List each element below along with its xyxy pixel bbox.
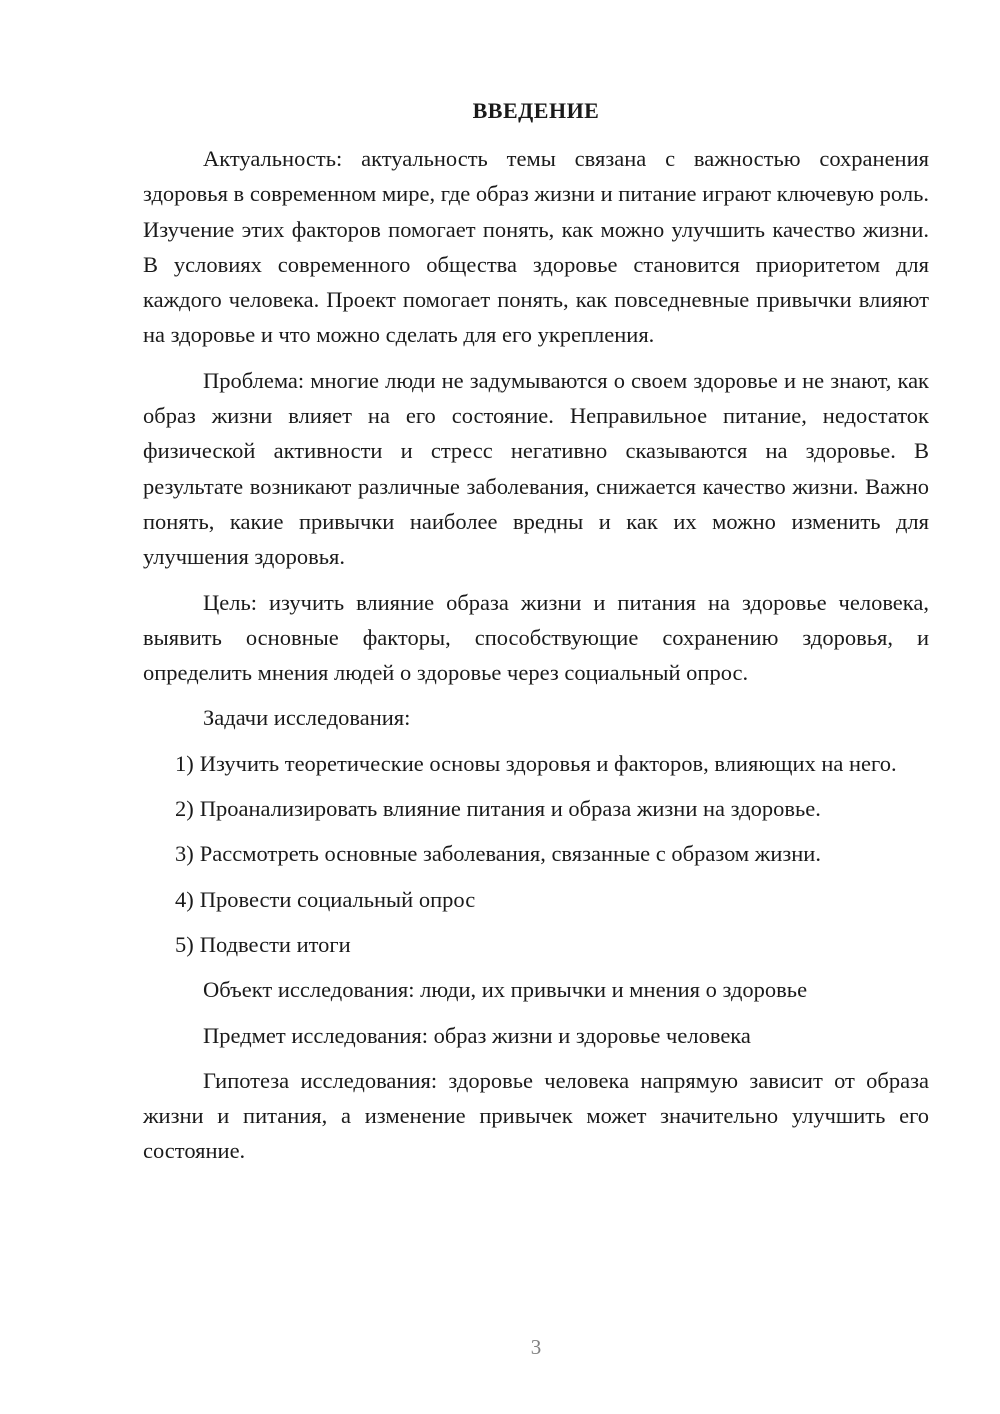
- list-item-number: 3): [175, 841, 194, 867]
- tasks-list: [143, 746, 929, 962]
- list-item-number: 2): [175, 796, 194, 822]
- goal-paragraph: Цель: изучить влияние образа жизни и питания на здоровье человека, выявить основные факторы, способствующие сохранению здоровья, и определить мнения людей о здоровье через социальный опрос.: [143, 589, 929, 686]
- document-body: [143, 141, 929, 1169]
- section-title: ВВЕДЕНИЕ: [472, 98, 600, 123]
- problem-paragraph: Проблема: многие люди не задумываются о своем здоровье и не знают, как образ жизни влияет на его состояние. Неправильное питание, недостаток физической активности и стресс негативно сказываются на здоровье. В результате возникают различные заболевания, снижается качество жизни. Важно понять, какие привычки наиболее вредны и как их можно изменить для улучшения здоровья.: [143, 367, 929, 570]
- list-item-number: 5): [175, 931, 194, 957]
- hypothesis-paragraph: Гипотеза исследования: здоровье человека напрямую зависит от образа жизни и питания, а изменение привычек может значительно улучшить его состояние.: [143, 1067, 929, 1164]
- list-item: [143, 927, 929, 962]
- subject-paragraph: Предмет исследования: образ жизни и здоровье человека: [203, 1022, 751, 1048]
- list-item: [143, 836, 929, 871]
- object-paragraph: Объект исследования: люди, их привычки и мнения о здоровье: [203, 977, 808, 1003]
- page-number: 3: [530, 1335, 542, 1359]
- list-item-text: Провести социальный опрос: [199, 886, 476, 912]
- list-item: [143, 746, 929, 781]
- list-item-text: Проанализировать влияние питания и образа жизни на здоровье.: [199, 796, 821, 822]
- list-item-text: Подвести итоги: [199, 931, 351, 957]
- list-item-text: Изучить теоретические основы здоровья и факторов, влияющих на него.: [199, 750, 897, 776]
- tasks-heading: Задачи исследования:: [203, 705, 411, 731]
- list-item-text: Рассмотреть основные заболевания, связанные с образом жизни.: [199, 841, 821, 867]
- list-item-number: 4): [175, 886, 194, 912]
- list-item: [143, 791, 929, 826]
- list-item-number: 1): [175, 750, 194, 776]
- relevance-paragraph: Актуальность: актуальность темы связана с важностью сохранения здоровья в современном мире, где образ жизни и питание играют ключевую роль. Изучение этих факторов помогает понять, как можно улучшить качество жизни. В условиях современного общества здоровье становится приоритетом для каждого человека. Проект помогает понять, как повседневные привычки влияют на здоровье и что можно сделать для его укрепления.: [143, 146, 929, 348]
- list-item: [143, 882, 929, 917]
